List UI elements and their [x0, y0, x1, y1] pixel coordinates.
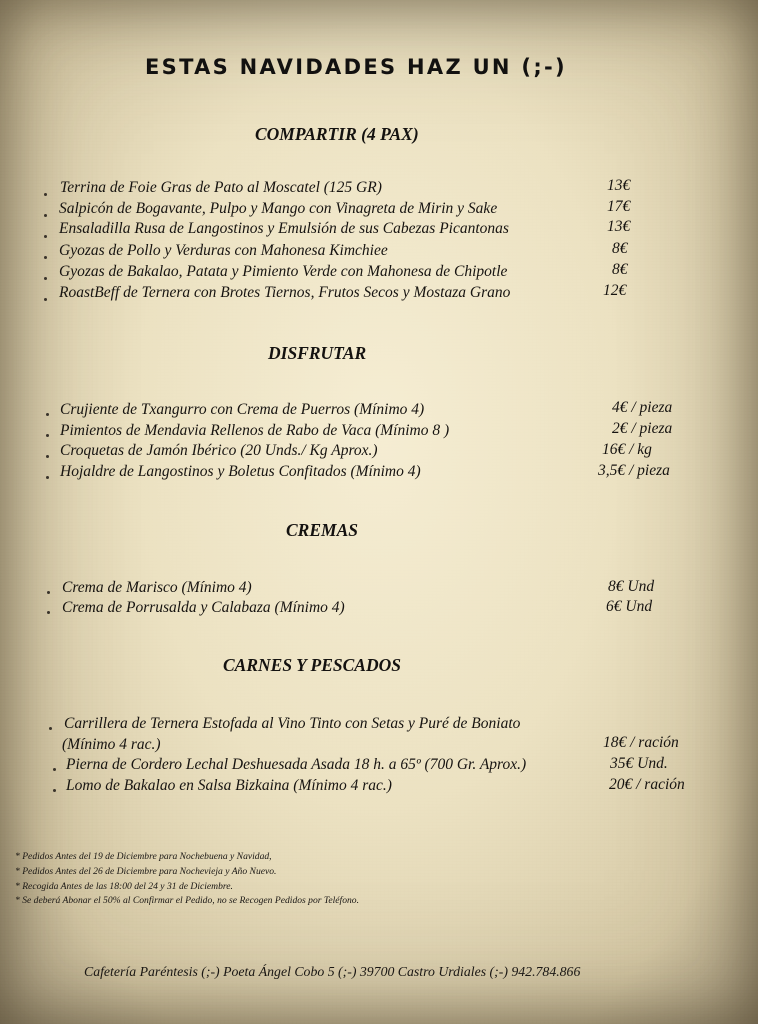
- menu-item-price: 13€: [607, 177, 631, 194]
- menu-item-price: 20€ / ración: [609, 776, 685, 793]
- menu-item-name: Crema de Marisco (Mínimo 4): [62, 579, 252, 596]
- bullet: [44, 256, 47, 259]
- bullet: [53, 789, 56, 792]
- bullet: [53, 768, 56, 771]
- menu-item-name: Gyozas de Pollo y Verduras con Mahonesa Kimchiee: [59, 242, 388, 259]
- menu-item-price: 35€ Und.: [610, 755, 668, 772]
- menu-item-name: Crema de Porrusalda y Calabaza (Mínimo 4): [62, 599, 345, 616]
- menu-item-price: 12€: [603, 282, 627, 299]
- menu-item-price: 8€ Und: [608, 578, 655, 595]
- menu-item-name: Terrina de Foie Gras de Pato al Moscatel (125 GR): [60, 179, 382, 196]
- menu-item-price: 17€: [607, 198, 631, 215]
- bullet: [47, 611, 50, 614]
- section-heading-disfrutar: DISFRUTAR: [268, 343, 367, 363]
- bullet: [49, 727, 52, 730]
- bullet: [44, 277, 47, 280]
- order-note: * Pedidos Antes del 19 de Diciembre para Nochebuena y Navidad,: [15, 851, 272, 862]
- order-note: * Recogida Antes de las 18:00 del 24 y 31 de Diciembre.: [15, 881, 233, 892]
- menu-item-name: Ensaladilla Rusa de Langostinos y Emulsión de sus Cabezas Picantonas: [59, 220, 509, 237]
- menu-item-name: Lomo de Bakalao en Salsa Bizkaina (Mínimo 4 rac.): [66, 777, 392, 794]
- menu-item-price: 8€: [612, 261, 628, 278]
- menu-item-price: 3,5€ / pieza: [598, 462, 670, 479]
- menu-item-price: 6€ Und: [606, 598, 653, 615]
- bullet: [44, 193, 47, 196]
- menu-item-name: Pimientos de Mendavia Rellenos de Rabo de Vaca (Mínimo 8 ): [60, 422, 450, 439]
- section-heading-carnes-y-pescados: CARNES Y PESCADOS: [223, 655, 401, 675]
- bullet: [44, 235, 47, 238]
- menu-item-name: Pierna de Cordero Lechal Deshuesada Asada 18 h. a 65º (700 Gr. Aprox.): [66, 756, 527, 773]
- bullet: [46, 476, 49, 479]
- menu-item-name: Salpicón de Bogavante, Pulpo y Mango con Vinagreta de Mirin y Sake: [59, 200, 498, 217]
- menu-item-price: 8€: [612, 240, 628, 257]
- order-note: * Pedidos Antes del 26 de Diciembre para Nochevieja y Año Nuevo.: [15, 866, 277, 877]
- menu-item-name: Carrillera de Ternera Estofada al Vino Tinto con Setas y Puré de Boniato: [64, 715, 521, 732]
- bullet: [46, 413, 49, 416]
- menu-title: ESTAS NAVIDADES HAZ UN (;-): [145, 55, 567, 79]
- menu-item-price: 2€ / pieza: [612, 420, 673, 437]
- bullet: [46, 434, 49, 437]
- menu-item-name: Crujiente de Txangurro con Crema de Puerros (Mínimo 4): [60, 401, 425, 418]
- bullet: [44, 214, 47, 217]
- footer-address: Cafetería Paréntesis (;-) Poeta Ángel Cobo 5 (;-) 39700 Castro Urdiales (;-) 942.784.866: [84, 964, 581, 979]
- menu-item-name: Gyozas de Bakalao, Patata y Pimiento Verde con Mahonesa de Chipotle: [59, 263, 508, 280]
- section-heading-compartir: COMPARTIR (4 PAX): [255, 124, 419, 144]
- bullet: [44, 298, 47, 301]
- menu-item-price: 13€: [607, 218, 631, 235]
- section-heading-cremas: CREMAS: [286, 520, 358, 540]
- bullet: [46, 455, 49, 458]
- menu-item-name: RoastBeff de Ternera con Brotes Tiernos, Frutos Secos y Mostaza Grano: [59, 284, 511, 301]
- menu-item-price: 18€ / ración: [603, 734, 679, 751]
- menu-item-name: Hojaldre de Langostinos y Boletus Confitados (Mínimo 4): [60, 463, 421, 480]
- menu-item-price: 16€ / kg: [602, 441, 652, 458]
- order-note: * Se deberá Abonar el 50% al Confirmar el Pedido, no se Recogen Pedidos por Teléfono.: [15, 895, 359, 906]
- bullet: [47, 591, 50, 594]
- menu-item-name: Croquetas de Jamón Ibérico (20 Unds./ Kg Aprox.): [60, 442, 378, 459]
- menu-item-name-line2: (Mínimo 4 rac.): [62, 736, 161, 753]
- menu-item-price: 4€ / pieza: [612, 399, 673, 416]
